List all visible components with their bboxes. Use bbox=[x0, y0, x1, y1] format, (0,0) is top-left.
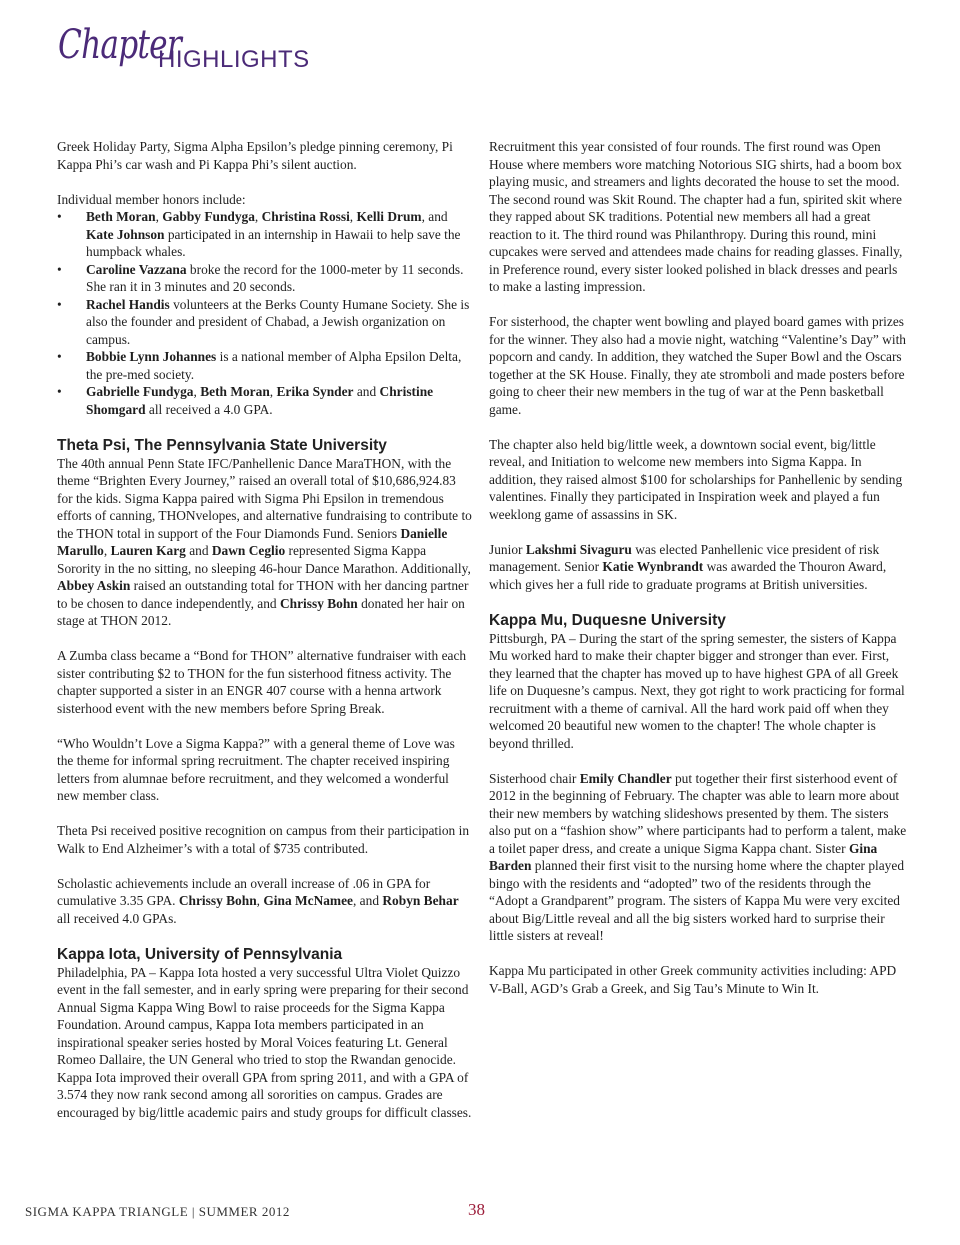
kappa-iota-paragraph: Philadelphia, PA – Kappa Iota hosted a very successful Ultra Violet Quizzo event in the fall semester, and in early spring were preparing for their second Annual Sigma Kappa Wing Bowl to raise proceeds for the Sigma Kappa Foundation. Around campus, Kappa Iota members participated in an inspirational speaker series hosted by Moral Voices featuring Lt. General Romeo Dallaire, the UN General who tried to stop the Rwandan genocide. Kappa Iota improved their overall GPA from spring 2011, and with a GPA of 3.574 they now rank second among all sororities on campus. Grades are encouraged by big/little academic pairs and study groups for difficult classes. bbox=[57, 964, 472, 1120]
footer-publication: SIGMA KAPPA TRIANGLE | SUMMER 2012 bbox=[25, 1204, 290, 1219]
list-item: • Beth Moran, Gabby Fundyga, Christina Rossi, Kelli Drum, and Kate Johnson participated in an internship in Hawaii to help save the humpback whales. bbox=[57, 209, 461, 259]
big-little-paragraph: The chapter also held big/little week, a downtown social event, big/little reveal, and Initiation to welcome new members into Sigma Kappa. In addition, they raised almost $100 for scholarships for Panhellenic by sending valentines. Finally they participated in Inspiration week and played a fun weeklong game of assassins in SK. bbox=[489, 436, 903, 522]
theta-paragraph-3: “Who Wouldn’t Love a Sigma Kappa?” with a general theme of Love was the theme for informal spring recruitment. The chapter received inspiring letters from alumnae before recruitment, and they welcomed a wonderful new member class. bbox=[57, 735, 455, 803]
header-title: HIGHLIGHTS bbox=[158, 46, 310, 73]
list-item: • Bobbie Lynn Johannes is a national member of Alpha Epsilon Delta, the pre-med society. bbox=[57, 349, 462, 382]
page-number: 38 bbox=[468, 1200, 485, 1219]
section-heading-kappa-mu: Kappa Mu, Duquesne University bbox=[489, 611, 726, 629]
theta-paragraph-5: Scholastic achievements include an overall increase of .06 in GPA for cumulative 3.35 GPA. Chrissy Bohn, Gina McNamee, and Robyn Behar all received 4.0 GPAs. bbox=[57, 875, 459, 926]
right-column bbox=[489, 138, 909, 1015]
theta-paragraph-4: Theta Psi received positive recognition on campus from their participation in Walk to End Alzheimer’s with a total of $735 contributed. bbox=[57, 823, 470, 856]
kappa-mu-paragraph-1: Pittsburgh, PA – During the start of the spring semester, the sisters of Kappa Mu worked hard to make their chapter bigger and stronger than ever. First, they learned that the chapter has moved up to have highest GPA of all Greek life on Duquesne’s campus. Next, they got right to work practicing for formal recruitment with a theme of carnival. All the hard work paid off when they welcomed 20 beautiful new women to the chapter! The whole chapter is beyond thrilled. bbox=[489, 630, 905, 751]
list-item: • Rachel Handis volunteers at the Berks County Humane Society. She is also the founder and president of Chabad, a Jewish organization on campus. bbox=[57, 296, 470, 347]
kappa-mu-paragraph-3: Kappa Mu participated in other Greek community activities including: APD V-Ball, AGD’s Grab a Greek, and Sig Tau’s Minute to Win It. bbox=[489, 963, 897, 996]
list-item: • Gabrielle Fundyga, Beth Moran, Erika Synder and Christine Shomgard all received a 4.0 GPA. bbox=[57, 384, 434, 417]
left-column bbox=[57, 138, 472, 1139]
honors-list bbox=[57, 208, 472, 418]
section-heading-theta-psi: Theta Psi, The Pennsylvania State University bbox=[57, 436, 387, 454]
section-heading-kappa-iota: Kappa Iota, University of Pennsylvania bbox=[57, 945, 343, 963]
honors-intro: Individual member honors include: bbox=[57, 191, 246, 207]
recruitment-paragraph: Recruitment this year consisted of four rounds. The first round was Open House where members wore matching Notorious SIG shirts, had a boom box playing music, and streamers and lights decorated the house to set the mood. The second round was Skit Round. The chapter had a fun, spirited skit where they rapped about SK traditions. Potential new members all had a great reaction to it. The third round was Philanthropy. During this round, mini cupcakes were served and attendees made chains for reading glasses. Finally, in Preference round, every sister looked polished in black dresses and pearls to make a lasting impression. bbox=[489, 139, 903, 294]
officers-paragraph: Junior Lakshmi Sivaguru was elected Panhellenic vice president of risk management. Senior Katie Wynbrandt was awarded the Thouron Award, which gives her a full ride to graduate programs at British universities. bbox=[489, 541, 887, 592]
sisterhood-paragraph: For sisterhood, the chapter went bowling and played board games with prizes for the winner. They also had a movie night, watching “Valentine’s Day” with popcorn and candy. In addition, they watched the Super Bowl and the Oscars together at the SK House. Finally, they ate stromboli and made posters before going to cheer their new members in the tug of war at the Penn basketball game. bbox=[489, 314, 906, 417]
theta-paragraph-1: The 40th annual Penn State IFC/Panhellenic Dance MaraTHON, with the theme “Brighten Every Journey,” raised an overall total of $10,686,924.83 for the kids. Sigma Kappa paired with Sigma Phi Epsilon in tremendous efforts of canning, THONvelopes, and alternative fundraising to contribute to the THON total in support of the Four Diamonds Fund. Seniors Danielle Marullo, Lauren Karg and Dawn Ceglio represented Sigma Kappa Sorority in the no sitting, no sleeping 46-hour Dance Marathon. Additionally, Abbey Askin raised an outstanding total for THON with her dancing partner to be chosen to dance independently, and Chrissy Bohn donated her hair on stage at THON 2012. bbox=[57, 455, 472, 628]
list-item: • Caroline Vazzana broke the record for the 1000-meter by 11 seconds. She ran it in 3 minutes and 20 seconds. bbox=[57, 261, 464, 294]
page-header bbox=[58, 22, 310, 92]
theta-paragraph-2: A Zumba class became a “Bond for THON” alternative fundraiser with each sister contributing $2 to THON for the fun sisterhood fitness activity. The chapter supported a sister in an ENGR 407 course with a henna artwork sisterhood event with the new members before Spring Break. bbox=[57, 648, 467, 716]
header-script-word: Chapter bbox=[58, 22, 181, 68]
intro-paragraph: Greek Holiday Party, Sigma Alpha Epsilon’s pledge pinning ceremony, Pi Kappa Phi’s car wash and Pi Kappa Phi’s silent auction. bbox=[57, 139, 453, 172]
kappa-mu-paragraph-2: Sisterhood chair Emily Chandler put together their first sisterhood event of 2012 in the beginning of February. The chapter was able to learn more about their new members by watching slideshows presented by them. The sisters also put on a “fashion show” where participants had to perform a talent, make a toilet paper dress, and create a unique Sigma Kappa chant. Sister Gina Barden planned their first visit to the nursing home where the chapter played bingo with the residents and “adopted” two of the residents through the “Adopt a Grandparent” program. The sisters of Kappa Mu were very excited about Big/Little reveal and all the big sisters worked hard to surprise their little sisters at reveal! bbox=[489, 770, 907, 943]
